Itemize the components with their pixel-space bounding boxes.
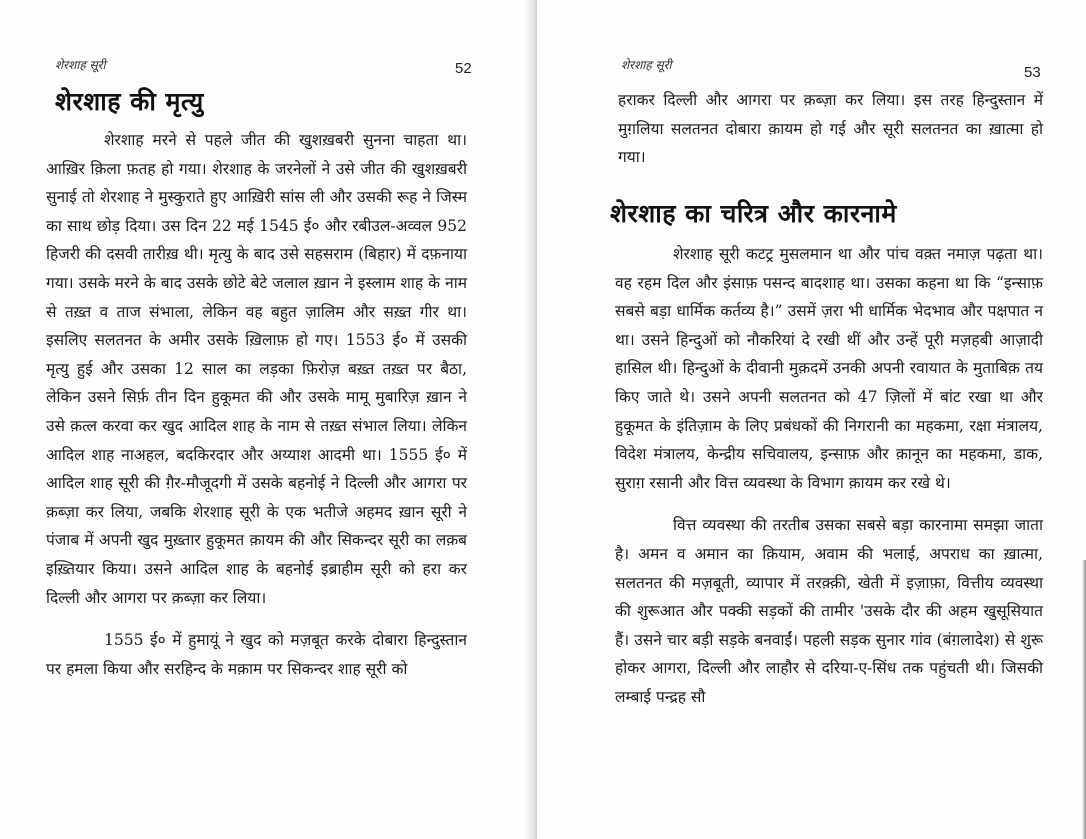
paragraph: हराकर दिल्ली और आगरा पर क़ब्ज़ा कर लिया। इस तरह हिन्दुस्तान में मुग़लिया सलतनत दोबारा क़ायम हो गई और सूरी सलतनत का ख़ात्मा हो गया।	[618, 91, 1043, 167]
left-book-page	[0, 0, 537, 839]
left-page-body	[46, 126, 467, 683]
page-edge-shadow	[1082, 560, 1086, 839]
running-head-left: शेरशाह सूरी	[55, 58, 106, 72]
right-page-continued-text	[618, 86, 1043, 172]
page-number-right: 53	[1024, 64, 1041, 81]
chapter-title-left: शेरशाह की मृत्यु	[55, 87, 204, 116]
running-head-right: शेरशाह सूरी	[621, 58, 672, 72]
paragraph: शेरशाह सूरी कटट्र मुसलमान था और पांच वक़्त नमाज़ पढ़ता था। वह रहम दिल और इंसाफ़ पसन्द बादशाह था। उसका कहना था कि “इन्साफ़ सबसे बड़ा धार्मिक कर्तव्य है।” उसमें ज़रा भी धार्मिक भेदभाव और पक्षपात न था। उसने हिन्दुओं को नौकरियां दे रखी थीं और उन्हें पूरी मज़हबी आज़ादी हासिल थी। हिन्दुओं के दीवानी मुक़दमें उनकी अपनी रवायात के मुताबिक़ तय किए जाते थे। उसने अपनी सलतनत को 47 ज़िलों में बांट रखा था और हुकूमत के इंतिज़ाम के लिए प्रबंधकों की निगरानी का महकमा, रक्षा मंत्रालय, विदेश मंत्रालय, केन्द्रीय सचिवालय, इन्साफ़ और क़ानून का महकमा, डाक, सुराग़ रसानी और वित्त व्यवस्था के विभाग क़ायम कर रखे थे।	[615, 245, 1043, 492]
paragraph: वित्त व्यवस्था की तरतीब उसका सबसे बड़ा कारनामा समझा जाता है। अमन व अमान का क़ियाम, अवाम की भलाई, अपराध का ख़ात्मा, सलतनत की मज़बूती, व्यापार में तरक़्क़ी, खेती में इज़ाफ़ा, वित्तीय व्यवस्था की शुरूआत और पक्की सड़कों की तामीर 'उसके दौर की अहम खुसूसियात हैं। उसने चार बड़ी सड़के बनवाईं। पहली सड़क सुनार गांव (बंग़लादेश) से शुरू होकर आगरा, दिल्ली और लाहौर से दरिया-ए-सिंध तक पहुंचती थी। जिसकी लम्बाई पन्द्रह सौ	[615, 516, 1043, 706]
paragraph: शेरशाह मरने से पहले जीत की खुशख़बरी सुनना चाहता था। आख़िर क़िला फ़तह हो गया। शेरशाह के जरनेलों ने उसे जीत की खुशख़बरी सुनाई तो शेरशाह ने मुस्कुराते हुए आख़िरी सांस ली और उसकी रूह ने जिस्म का साथ छोड़ दिया। उस दिन 22 मई 1545 ई० और रबीउल-अव्वल 952 हिजरी की दसवी तारीख़ थी। मृत्यु के बाद उसे सहसराम (बिहार) में दफ़नाया गया। उसके मरने के बाद उसके छोटे बेटे जलाल ख़ान ने इस्लाम शाह के नाम से तख़्त व ताज संभाला, लेकिन वह बहुत ज़ालिम और सख़्त गीर था। इसलिए सलतनत के अमीर उसके ख़िलाफ़ हो गए। 1553 ई० में उसकी मृत्यु हुई और उसका 12 साल का लड़का फ़िरोज़ बख़्त तख़्त पर बैठा, लेकिन उसने सिर्फ़ तीन दिन हुकूमत की और उसके मामू मुबारिज़ ख़ान ने उसे क़त्ल करवा कर खुद आदिल शाह के नाम से तख़्त संभाल लिया। लेकिन आदिल शाह नाअहल, बदकिरदार और अय्याश आदमी था। 1555 ई० में आदिल शाह सूरी की ग़ैर-मौजूदगी में उसके बहनोई ने दिल्ली और आगरा पर क़ब्ज़ा कर लिया, जबकि शेरशाह सूरी के एक भतीजे अहमद ख़ान सूरी ने पंजाब में अपनी खुद मुख़्तार हुकूमत क़ायम की और सिकन्दर सूरी का लक़ब इख़्तियार किया। उसने आदिल शाह के बहनोई इब्राहीम सूरी को हरा कर दिल्ली और आगरा पर क़ब्ज़ा कर लिया।	[46, 131, 467, 607]
chapter-title-right: शेरशाह का चरित्र और कारनामे	[610, 199, 897, 228]
paragraph: 1555 ई० में हुमायूं ने खुद को मज़बूत करके दोबारा हिन्दुस्तान पर हमला किया और सरहिन्द के मक़ाम पर सिकन्दर शाह सूरी को	[46, 631, 467, 678]
right-page-body	[615, 240, 1043, 712]
right-book-page	[537, 0, 1086, 839]
page-number-left: 52	[455, 60, 472, 77]
